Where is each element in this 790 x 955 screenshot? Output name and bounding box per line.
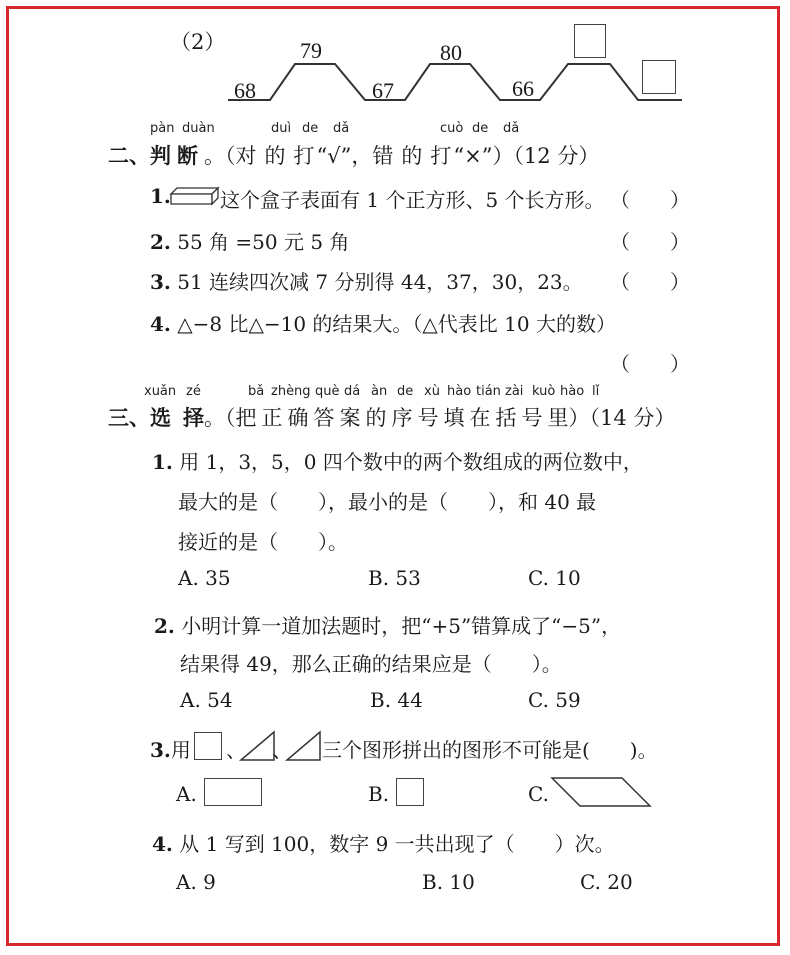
instr-word-li: 里 xyxy=(547,406,569,430)
section2-heading xyxy=(108,140,599,170)
section2-title-2: 断 xyxy=(177,143,204,168)
section3-instr-prefix: 。（ xyxy=(204,406,236,430)
q2-text-2: 结果得 49，那么正确的结果应是（ ）。 xyxy=(180,652,562,676)
q1-number: 1. xyxy=(152,450,173,474)
instr-word-ba: 把 xyxy=(235,406,262,430)
pinyin-xu: xù xyxy=(424,384,440,399)
q4-text: 从 1 写到 100，数字 9 一共出现了（ ）次。 xyxy=(179,832,615,856)
q2-option-a[interactable]: A. 54 xyxy=(180,688,233,712)
instr-word-de: 的 xyxy=(264,144,294,168)
pinyin-zai: zài xyxy=(505,384,524,399)
pinyin-xuan: xuǎn xyxy=(144,384,177,399)
item-number: 3. xyxy=(150,270,171,294)
pinyin-an: àn xyxy=(371,384,388,399)
pinyin-pan: pàn xyxy=(150,121,175,136)
section3-title-2: 择 xyxy=(183,405,204,430)
pinyin-da: dǎ xyxy=(333,121,350,136)
q4-line xyxy=(152,828,615,857)
pinyin-ba: bǎ xyxy=(248,384,265,399)
q4-option-a[interactable]: A. 9 xyxy=(176,870,216,894)
pinyin-de: de xyxy=(302,121,319,136)
mark-right: “√” xyxy=(316,144,352,168)
pinyin-duan: duàn xyxy=(182,121,215,136)
triangle-shape-icon-1 xyxy=(240,730,276,762)
pinyin-hao: hào xyxy=(447,384,472,399)
section2-item-2 xyxy=(150,226,349,255)
pinyin-de-3: de xyxy=(397,384,414,399)
section2-title-1: 判 xyxy=(150,143,177,168)
section2-item-1 xyxy=(150,184,171,208)
pinyin-da-2: dǎ xyxy=(503,121,520,136)
pinyin-tian: tián xyxy=(476,384,501,399)
instr-word-de-3: 的 xyxy=(365,406,392,430)
instr-word-hao: 号 xyxy=(417,406,444,430)
item-1-answer-paren[interactable]: （ ） xyxy=(610,188,690,212)
instr-word-hao-2: 号 xyxy=(521,406,548,430)
section2-item-3 xyxy=(150,266,583,295)
item-4-answer-paren[interactable]: （ ） xyxy=(610,352,690,376)
item-number: 4. xyxy=(150,312,171,336)
q3-option-b[interactable]: B. xyxy=(368,782,390,806)
section2-item-4 xyxy=(150,308,616,337)
pinyin-li: lǐ xyxy=(592,384,600,399)
pinyin-hao-2: hào xyxy=(560,384,585,399)
pinyin-zheng: zhèng xyxy=(271,384,311,399)
instr-word-que: 确 xyxy=(287,406,314,430)
step-number-high-2: 80 xyxy=(440,40,462,65)
mark-wrong: “×” xyxy=(453,144,493,168)
q4-number: 4. xyxy=(152,832,173,856)
subquestion-label: （2） xyxy=(170,30,226,54)
instr-word-cuo: 错 xyxy=(372,144,402,168)
instr-word-dui: 对 xyxy=(235,144,265,168)
q2-text-1: 小明计算一道加法题时，把“+5”错算成了“−5”， xyxy=(181,614,622,638)
triangle-shape-icon-2 xyxy=(286,730,322,762)
item-4-text: △−8 比△−10 的结果大。（△代表比 10 大的数） xyxy=(177,312,616,336)
instr-word-zai: 在 xyxy=(469,406,496,430)
q1-line-1 xyxy=(152,446,643,475)
q3-sep-1: 、 xyxy=(226,738,246,762)
q1-option-a[interactable]: A. 35 xyxy=(178,566,231,590)
instr-word-da-2: 打 xyxy=(430,144,454,168)
q3-text-post: 三个图形拼出的图形不可能是( )。 xyxy=(322,738,658,762)
section3-number: 三、 xyxy=(108,405,150,430)
item-3-answer-paren[interactable]: （ ） xyxy=(610,270,690,294)
step-number-low-3: 66 xyxy=(512,76,534,101)
q1-text-1: 用 1，3，5，0 四个数中的两个数组成的两位数中， xyxy=(179,450,643,474)
instr-word-xu: 序 xyxy=(391,406,418,430)
q1-text-2: 最大的是（ ），最小的是（ ），和 40 最 xyxy=(178,490,597,514)
pinyin-cuo: cuò xyxy=(440,121,464,136)
item-3-text: 51 连续四次减 7 分别得 44，37，30，23。 xyxy=(177,270,583,294)
q1-option-b[interactable]: B. 53 xyxy=(368,566,421,590)
q3-text-pre: 用 xyxy=(170,738,191,762)
instr-word-da: 打 xyxy=(293,144,317,168)
pinyin-que: què xyxy=(315,384,340,399)
item-2-answer-paren[interactable]: （ ） xyxy=(610,230,690,254)
q1-option-c[interactable]: C. 10 xyxy=(528,566,581,590)
pinyin-ze: zé xyxy=(186,384,201,399)
q2-option-c[interactable]: C. 59 xyxy=(528,688,581,712)
q3-sep-2: 、 xyxy=(272,738,292,762)
square-shape-icon xyxy=(194,732,222,760)
q3-option-a[interactable]: A. xyxy=(176,782,197,806)
pinyin-da-answer: dá xyxy=(344,384,361,399)
pinyin-kuo: kuò xyxy=(532,384,556,399)
q3-line xyxy=(150,734,191,763)
section2-instr-prefix: 。（ xyxy=(204,144,236,168)
item-1-text: 这个盒子表面有 1 个正方形、5 个长方形。 xyxy=(220,188,605,212)
square-option-shape xyxy=(396,778,424,806)
step-number-high-1: 79 xyxy=(300,38,322,63)
q3-number: 3. xyxy=(150,738,171,762)
parallelogram-option-shape xyxy=(550,776,654,810)
q3-option-c[interactable]: C. xyxy=(528,782,549,806)
answer-box-low[interactable] xyxy=(642,60,676,94)
q1-text-3: 接近的是（ ）。 xyxy=(178,530,348,554)
rectangle-option-shape xyxy=(204,778,262,806)
instr-word-tian: 填 xyxy=(443,406,470,430)
q2-number: 2. xyxy=(154,614,175,638)
pinyin-dui: duì xyxy=(271,121,292,136)
step-number-low-2: 67 xyxy=(372,78,394,103)
section2-number: 二、 xyxy=(108,143,150,168)
q4-option-c[interactable]: C. 20 xyxy=(580,870,633,894)
answer-box-high[interactable] xyxy=(574,24,606,58)
section3-score: ）（14 分） xyxy=(568,406,676,430)
instr-word-zheng: 正 xyxy=(261,406,288,430)
section2-score: ）（12 分） xyxy=(492,144,600,168)
instr-word-kuo: 括 xyxy=(495,406,522,430)
item-number: 1. xyxy=(150,184,171,208)
item-number: 2. xyxy=(150,230,171,254)
item-2-text: 55 角 =50 元 5 角 xyxy=(177,230,350,254)
step-number-low-1: 68 xyxy=(234,78,256,103)
section3-title-1: 选 xyxy=(150,405,183,430)
instr-word-de-2: 的 xyxy=(401,144,431,168)
instr-word-an: 案 xyxy=(339,406,366,430)
q4-option-b[interactable]: B. 10 xyxy=(422,870,475,894)
instr-sep: ， xyxy=(351,144,373,168)
instr-word-da-ans: 答 xyxy=(313,406,340,430)
section3-heading xyxy=(108,402,675,432)
pinyin-de-2: de xyxy=(472,121,489,136)
q2-option-b[interactable]: B. 44 xyxy=(370,688,423,712)
box-icon xyxy=(170,186,220,206)
q2-line-1 xyxy=(154,610,621,639)
